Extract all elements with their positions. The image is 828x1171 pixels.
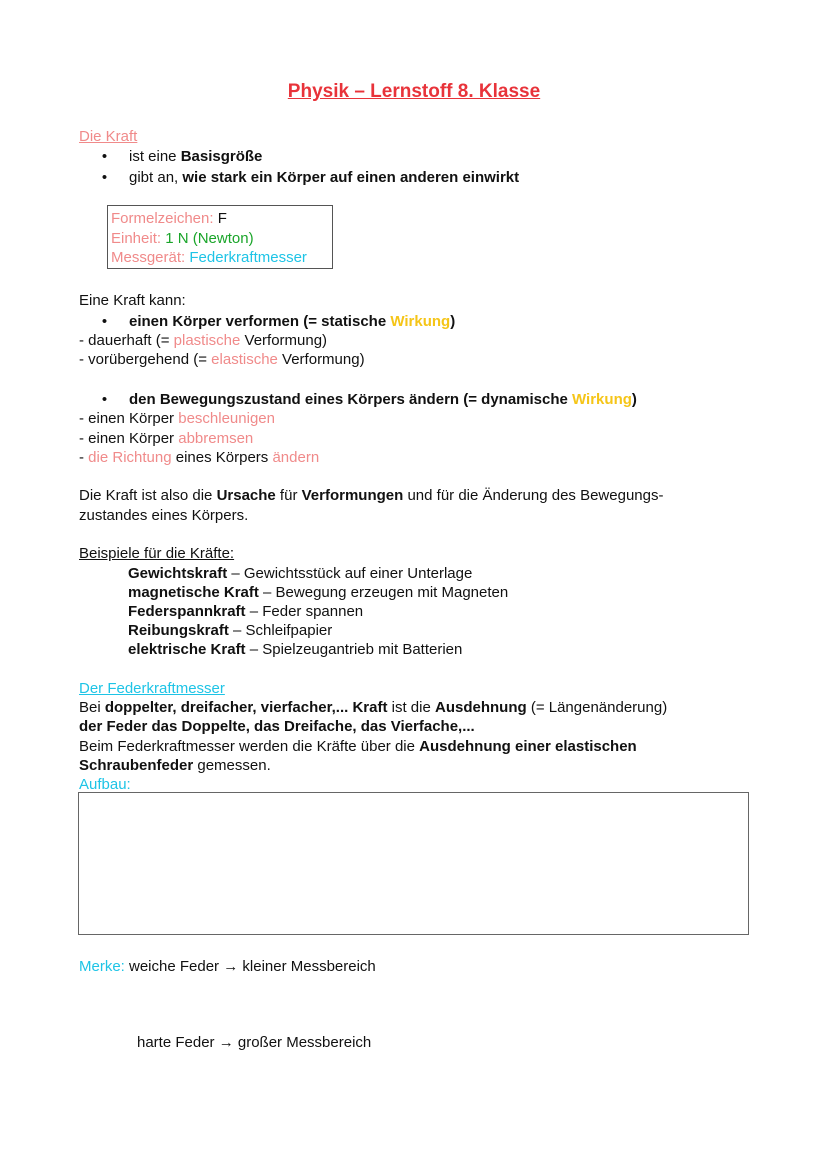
wirkung-dynamic-line-3: - die Richtung eines Körpers ändern: [79, 449, 320, 466]
example-item: Reibungskraft – Schleifpapier: [128, 622, 333, 639]
page-title: Physik – Lernstoff 8. Klasse: [287, 81, 541, 102]
wirkung-dynamic-line-1: - einen Körper beschleunigen: [79, 410, 275, 427]
formula-symbol-line: Formelzeichen: F: [111, 210, 227, 227]
wirkung-static-bullet: • einen Körper verformen (= statische Wirkung): [80, 312, 455, 332]
section-heading-federkraftmesser: Der Federkraftmesser: [79, 680, 225, 697]
bullet-icon: •: [101, 391, 108, 408]
section-heading-kraft: Die Kraft: [79, 128, 138, 145]
federkraftmesser-line-1: Bei doppelter, dreifacher, vierfacher,... Kraft ist die Ausdehnung (= Längenänderung): [79, 699, 668, 716]
federkraftmesser-line-4: Schraubenfeder gemessen.: [79, 757, 271, 774]
federkraftmesser-line-2: der Feder das Doppelte, das Dreifache, das Vierfache,...: [79, 718, 475, 735]
formula-unit-line: Einheit: 1 N (Newton): [111, 229, 254, 247]
wirkung-static-line-1: - dauerhaft (= plastische Verformung): [79, 332, 328, 349]
kraft-bullet-1: • ist eine Basisgröße: [80, 147, 262, 167]
federkraftmesser-line-3: Beim Federkraftmesser werden die Kräfte über die Ausdehnung einer elastischen: [79, 738, 637, 755]
formula-device-line: Messgerät: Federkraftmesser: [111, 249, 307, 266]
aufbau-drawing-area: [78, 792, 749, 935]
example-item: Gewichtskraft – Gewichtsstück auf einer Unterlage: [128, 565, 473, 582]
kraft-bullet-2: • gibt an, wie stark ein Körper auf einen anderen einwirkt: [80, 168, 519, 188]
wirkung-static-line-2: - vorübergehend (= elastische Verformung): [79, 351, 365, 368]
bullet-icon: •: [101, 313, 108, 330]
bullet-icon: •: [101, 148, 108, 165]
merke-line-2: harte Feder → großer Messbereich: [137, 1034, 372, 1051]
bullet-icon: •: [101, 169, 108, 186]
summary-line-2: zustandes eines Körpers.: [79, 507, 249, 524]
wirkung-dynamic-line-2: - einen Körper abbremsen: [79, 430, 254, 447]
example-item: elektrische Kraft – Spielzeugantrieb mit Batterien: [128, 641, 463, 658]
merke-label: Merke:: [79, 958, 125, 975]
wirkung-intro: Eine Kraft kann:: [79, 292, 186, 309]
wirkung-dynamic-bullet: • den Bewegungszustand eines Körpers ändern (= dynamische Wirkung): [80, 390, 637, 410]
aufbau-label: Aufbau:: [79, 776, 131, 793]
examples-heading: Beispiele für die Kräfte:: [79, 545, 235, 562]
example-item: magnetische Kraft – Bewegung erzeugen mit Magneten: [128, 584, 509, 601]
formula-box: [107, 205, 333, 269]
merke-line-1: Merke: weiche Feder → kleiner Messbereich: [79, 958, 376, 975]
example-item: Federspannkraft – Feder spannen: [128, 603, 364, 620]
summary-line-1: Die Kraft ist also die Ursache für Verformungen und für die Änderung des Bewegungs-: [79, 487, 664, 504]
